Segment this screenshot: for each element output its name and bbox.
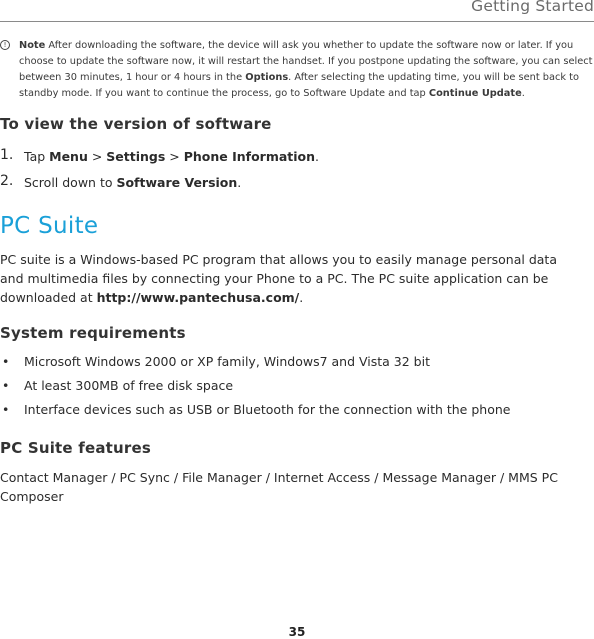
requirement-text: At least 300MB of free disk space [24, 378, 234, 393]
note-block [0, 38, 594, 102]
page-number: 35 [288, 625, 306, 639]
software-version-label: Software Version [116, 175, 238, 190]
step-suffix: . [237, 175, 242, 190]
bullet-icon: • [2, 378, 10, 393]
note-bold-options: Options [245, 72, 289, 83]
section-heading-pc-suite-features: PC Suite features [0, 439, 151, 457]
section-heading-view-version: To view the version of software [0, 115, 272, 133]
step-suffix: . [315, 149, 320, 164]
requirement-text: Interface devices such as USB or Bluetooth for the connection with the phone [24, 402, 511, 417]
note-text-part: . [521, 88, 525, 99]
step-number: 2. [0, 173, 14, 189]
step-separator: > [87, 149, 107, 164]
note-text-part: . After selecting the updating time, you will be sent back to standby mode. If you want to continue the process, go to Software Update and tap [19, 72, 580, 99]
bullet-icon: • [2, 402, 10, 417]
step-prefix: Tap [24, 149, 50, 164]
section-heading-system-requirements: System requirements [0, 324, 186, 342]
step-text [24, 175, 241, 190]
pc-suite-title: PC Suite [0, 213, 99, 239]
page-header-title: Getting Started [471, 0, 594, 15]
step-text [24, 149, 319, 164]
bullet-icon: • [2, 354, 10, 369]
requirement-text: Microsoft Windows 2000 or XP family, Windows7 and Vista 32 bit [24, 354, 430, 369]
menu-label: Menu [49, 149, 88, 164]
note-label: Note [19, 40, 46, 51]
note-text-part: After downloading the software, the device will ask you whether to update the software now or later. If you choose to update the software now, it will restart the handset. If you postpone updating the software, you can select between 30 minutes, 1 hour or 4 hours in the [19, 40, 593, 83]
intro-text: PC suite is a Windows-based PC program that allows you to easily manage personal data and multimedia files by connecting your Phone to a PC. The PC suite application can be downloaded at [0, 252, 557, 305]
settings-label: Settings [106, 149, 166, 164]
pc-suite-features-list: Contact Manager / PC Sync / File Manager / Internet Access / Message Manager / MMS PC Composer [0, 470, 558, 504]
step-number: 1. [0, 147, 14, 163]
note-bold-continue-update: Continue Update [428, 88, 522, 99]
info-icon: ! [0, 40, 10, 50]
phone-information-label: Phone Information [183, 149, 316, 164]
header-divider [0, 21, 594, 22]
download-url: http://www.pantechusa.com/ [96, 290, 300, 305]
intro-end: . [299, 290, 304, 305]
note-text [19, 38, 594, 102]
step-prefix: Scroll down to [24, 175, 117, 190]
pc-suite-intro [0, 250, 580, 307]
step-separator: > [165, 149, 184, 164]
